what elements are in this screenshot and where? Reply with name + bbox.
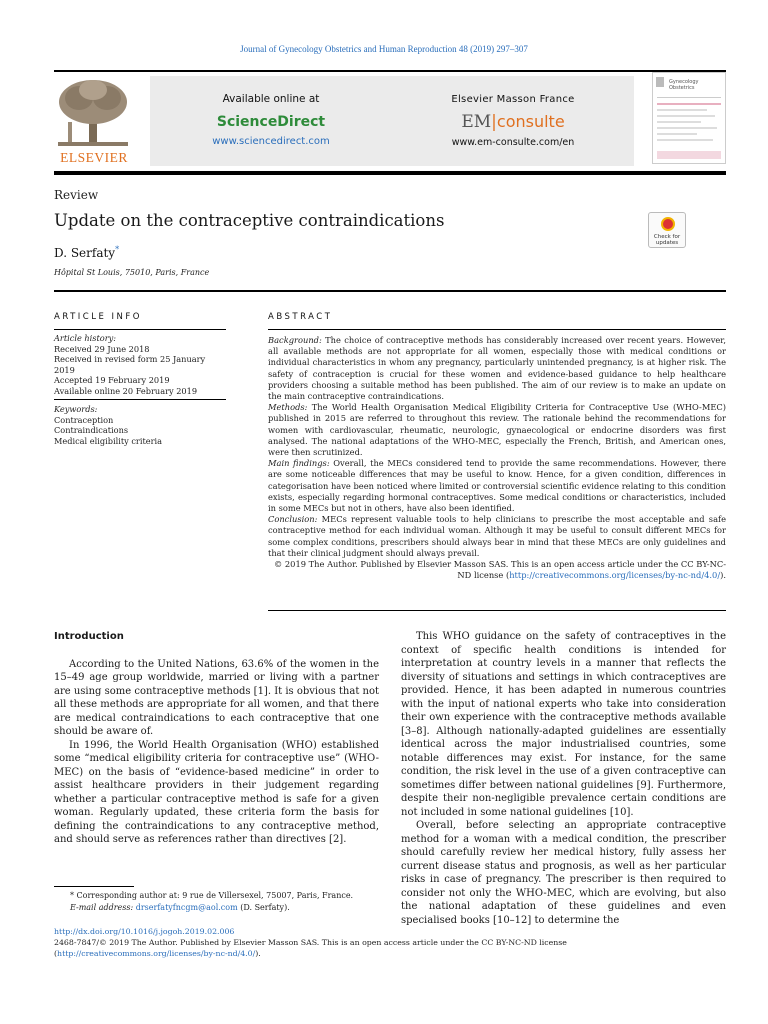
abstract-conclusion: Conclusion: MECs represent valuable tools to help clinicians to prescribe the most acceptable and safe contraceptive method for each individual woman. Although it may be useful to consult different MECs for some complex conditions, prescribers should always bear in mind that these MECs are only guidelines and that their clinical judgment should always prevail. xyxy=(268,514,726,558)
sciencedirect-url[interactable]: www.sciencedirect.com xyxy=(212,136,330,147)
keyword-item: Medical eligibility criteria xyxy=(54,435,163,446)
email-link[interactable]: drserfatyfncgm@aol.com xyxy=(135,902,238,912)
corresponding-author-footnote: * Corresponding author at: 9 rue de Villersexel, 75007, Paris, France. E-mail address: drserfatyfncgm@aol.com (D. Serfaty). xyxy=(70,891,354,912)
doi-link[interactable]: http://dx.doi.org/10.1016/j.jogoh.2019.02.006 xyxy=(54,927,235,936)
abstract-rule xyxy=(268,329,726,330)
journal-cover-thumbnail[interactable] xyxy=(652,72,726,164)
elsevier-wordmark: ELSEVIER xyxy=(60,150,128,165)
article-title: Update on the contraceptive contraindications xyxy=(54,211,445,230)
article-doi-block xyxy=(54,926,726,959)
author-name xyxy=(54,245,119,260)
article-history-label: Article history: xyxy=(54,333,116,343)
em-prefix: EM xyxy=(461,112,492,132)
article-info-rule xyxy=(54,329,226,330)
abstract-methods: Methods: The World Health Organisation Medical Eligibility Criteria for Contraceptive Use (WHO-MEC) published in 2015 are referred to throughout this review. The rationale behind the recommendations for women with cardiovascular, rheumatic, neurologic, gynaecological or endocrine disorders was first analysed. The national adaptations of the WHO-MEC, especially the French, British, and American ones, were then scrutinized. xyxy=(268,402,726,458)
author-affiliation: Hôpital St Louis, 75010, Paris, France xyxy=(54,268,210,277)
emconsulte-logo[interactable]: EM|consulte xyxy=(461,112,565,132)
publisher-name: Elsevier Masson France xyxy=(451,94,575,105)
bottom-license-link[interactable]: http://creativecommons.org/licenses/by-nc-nd/4.0/ xyxy=(57,949,256,958)
check-updates-icon xyxy=(661,217,675,231)
abstract-license: © 2019 The Author. Published by Elsevier Masson SAS. This is an open access article under the CC BY-NC-ND license (http://creativecommons.org/licenses/by-nc-nd/4.0/). xyxy=(273,559,726,581)
keyword-item: Contraindications xyxy=(54,425,129,435)
header-banner xyxy=(150,76,634,166)
sciencedirect-logo[interactable]: ScienceDirect xyxy=(216,114,326,130)
body-paragraph: This WHO guidance on the safety of contraceptives in the context of specific health conditions is intended for interpretation at country levels in a manner that reflects the diversity of situations and settings in which contraceptives are provided. Hence, it has been adapted in numerous countries with the input of national experts who take into consideration their own experience with the contraceptive methods available [3–8]. Although nationally-adapted guidelines are essentially identical across the major industrialised countries, some notable differences may exist. For instance, for the same condition, the risk level in the use of a given contraceptive can sometimes differ between national guidelines [9]. Furthermore, despite their non-negligible prevalence certain conditions are not included in some national guidelines [10]. xyxy=(401,631,726,818)
emconsulte-panel xyxy=(392,76,634,166)
keyword-item: Contraception xyxy=(54,414,114,425)
emconsulte-url[interactable]: www.em-consulte.com/en xyxy=(451,137,575,148)
license-link[interactable]: http://creativecommons.org/licenses/by-nc-nd/4.0/ xyxy=(509,570,721,581)
body-left-column xyxy=(54,630,379,847)
body-right-column xyxy=(401,630,726,927)
check-updates-label: Check for updates xyxy=(653,234,681,246)
body-paragraph: Overall, before selecting an appropriate contraceptive method for a woman with a medical condition, the prescriber should carefully review her medical history, fully assess her current disease status and prognosis, as well as her particular risks in case of pregnancy. The prescriber is then required to consider not only the WHO-MEC, which are evolving, but also the national adaptation of these guidelines and even specialised books [10–12] to determine the xyxy=(401,820,726,926)
history-received: Received 29 June 2018 xyxy=(54,343,150,354)
available-online-label: Available online at xyxy=(222,93,320,105)
journal-citation[interactable]: Journal of Gynecology Obstetrics and Human Reproduction 48 (2019) 297–307 xyxy=(240,44,528,54)
footnote-mark: * xyxy=(70,891,74,900)
check-for-updates-button[interactable] xyxy=(648,212,686,248)
info-top-rule xyxy=(54,290,726,292)
header-bottom-rule xyxy=(54,171,726,175)
author-footnote-link[interactable]: * xyxy=(115,245,120,254)
article-info-heading: ARTICLE INFO xyxy=(54,312,142,322)
cover-title: Gynecology Obstetrics xyxy=(669,79,699,91)
author-text: D. Serfaty xyxy=(54,246,116,260)
issn-license-line: 2468-7847/© 2019 The Author. Published by Elsevier Masson SAS. This is an open access article under the CC BY-NC-ND license (http://creativecommons.org/licenses/by-nc-nd/4.0/). xyxy=(54,938,567,958)
history-accepted: Accepted 19 February 2019 xyxy=(54,375,170,385)
header-top-rule xyxy=(54,70,726,72)
body-paragraph: In 1996, the World Health Organisation (WHO) established some “medical eligibility criteria for contraceptive use” (WHO-MEC) on the basis of “evidence-based medicine” in order to assist healthcare providers in their judgement regarding whether a particular contraceptive method is safe for a given woman. Regularly updated, these criteria form the basis for defining the contraindications to any contraceptive method, and should serve as references rather than directives [2]. xyxy=(54,739,379,845)
abstract-bottom-rule xyxy=(268,610,726,611)
abstract-background: Background: The choice of contraceptive methods has considerably increased over recent years. However, all available methods are not appropriate for all women, especially those with medical conditions or individual characteristics in whom any pregnancy, particularly unintended pregnancy, is at higher risk. The safety of contraception is crucial for these women and evidence-based guidance to help healthcare providers choosing a suitable method has been published. The aim of our review is to make an update on the main contraceptive contraindications. xyxy=(268,335,727,402)
introduction-heading: Introduction xyxy=(54,631,124,642)
keywords xyxy=(54,404,226,446)
abstract-body xyxy=(268,335,726,581)
body-paragraph: According to the United Nations, 63.6% of the women in the 15–49 age group worldwide, married or living with a partner are using some contraceptive methods [1]. It is obvious that not all these methods are appropriate for all women, and that there are medical contraindications to each contraceptive that one should be aware of. xyxy=(54,658,379,737)
keywords-rule xyxy=(54,399,226,400)
em-suffix: consulte xyxy=(496,112,565,131)
article-history xyxy=(54,333,226,396)
footnote-rule xyxy=(54,886,134,887)
history-online: Available online 20 February 2019 xyxy=(54,385,198,396)
article-type-label: Review xyxy=(54,188,99,202)
abstract-heading: ABSTRACT xyxy=(268,312,333,322)
abstract-findings: Main findings: Overall, the MECs considered tend to provide the same recommendations. However, there are some noticeable differences that may be useful to know. Hence, for a given condition, differences in categorisation have been noticed where limited or controversial scientific evidence relating to this condition exists, especially regarding hormonal contraceptives. Some medical conditions or characteristics, included in some MECs but not in others, have also been identified. xyxy=(268,458,726,514)
history-revised: Received in revised form 25 January 2019 xyxy=(54,354,206,375)
sciencedirect-panel xyxy=(150,76,392,166)
keywords-label: Keywords: xyxy=(54,404,98,414)
